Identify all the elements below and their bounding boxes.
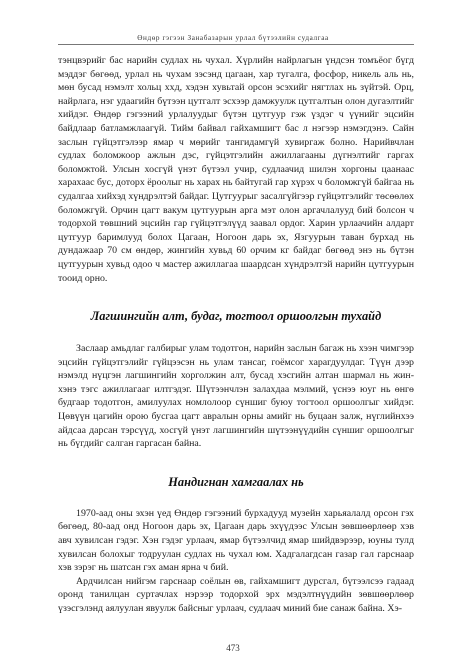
section-heading-protect: Нандигнан хамгаалах нь <box>168 474 304 489</box>
page-number: 473 <box>226 643 240 653</box>
running-header <box>0 0 466 46</box>
gold-paragraph: Заслаар амьдлаг галбирыг улам тодотгон, нарийн заслын багаж нь хээн чимгээр эцсийн гүйцэтгэлийг гүйцээсэн нь улам тансаг, гоёмсог харагдуулдаг. Түүн дээр нэмэлд нүцгэн лагшингийн хорголжин алт, бусад хэсгийн алтан шармал нь жин-хэнэ тэгс ажиллагааг илтгэдэг. Шүтээнчлэн залахдаа мэлмий, үснээ юуг нь өнгө будгаар тодотгон, амилуулах номлолоор сүншиг буюу тогтоол оршоолгыг хийдэг. Цөвүүн цагийн орою бусгаа цагт авралын орны амийг нь буцаан залж, нүглийнхээ айдсаа дарсан тэрсүүд, хосгүй үнэт лагшингийн шүтээнүүдийн сүншиг оршоолгыг нь бүгдийг салган гаргасан байна. <box>58 343 414 450</box>
header-rule <box>58 44 414 45</box>
running-head-title: Өндөр гэгээн Занабазарын урлал бүтээлийн судалгаа <box>137 34 329 42</box>
intro-paragraph: тэнцвэрийг бас нарийн судлах нь чухал. Хүрлийн найрлагын үндсэн томъёог бүгд мэддэг бөгөөд, урлал нь чухам зэсэнд цагаан, хар тугалга, фосфор, никель аль нь, мөн бусад нэмэлт хольц ххд, хэдэн хувьтай орсон эсэхийг нягтлах нь зүйтэй. Орц, найрлага, нэг удаагийн бүтээн цутгалт эсхээр дамжуулж цутгалтын олон дугаэлтийг хийдэг. Өндөр гэгээний урлалуудыг бүтэн цутгуур гэж үздэг ч үүнийг эцсийн байдлаар батламжлаагүй. Тийм байвал гайхамшигт бас л нэгээр нэмэгдэнэ. Сайн заслын гүйцэтгэлээр ямар ч мөрийг тангидамгүй хувиргаж болно. Нарийвчлан судлах боломжоор ажлын дэс, гүйцэтгэлийн ажиллагааны дүгнэлтийг гаргах боломжтой. Улсын хосгүй үнэт бүтээл учир, судлаачид шилэн хоргоны цаанаас харахаас бус, доторх ёроолыг нь харах нь байтугай гар хүрэх ч боломжгүй байгаа нь судалгаа хийхэд хүндрэлтэй байдаг. Цутгуурыг засалгүйгээр гүйцэтгэлийг төсөөлөх боломжгүй. Орчин цагт вакум цутгуурын арга мэт олон аргачлалууд бий болсон ч тодорхой төвшний эцсийн гар гүйцэтгэлүүд заавал ордог. Харин урлаачийн алдарт цутгуур баримлууд болох Цагаан, Ногоон дарь эх, Язгуурын таван бурхад нь дундажаар 70 см өндөр, жингийн хувьд 60 орчим кг байдаг бөгөөд энэ нь бүтэн цутгуурын хувьд одоо ч мастер ажиллагаа шаардсан хүндрэлтэй нарийн цутгуурын тооид орно. <box>58 55 414 284</box>
section-heading-gold: Лагшингийн алт, будаг, тогтоол оршоолгын тухайд <box>90 309 382 324</box>
protect-paragraph-2: Ардчилсан нийгэм гарснаар соёлын өв, гайхамшигт дурсгал, бүтээлсээ гадаад оронд танилцан суртачлах нэрээр тодорхой эрх мэдэлтнүүдийн зөвшөөрлөөр үзэсгэлэнд аялуулан явуулж байсныг урлаач, судлаач миний бие санаж байна. Хэ- <box>58 575 414 614</box>
text-body <box>58 54 414 616</box>
protect-paragraph-1: 1970-аад оны эхэн үед Өндөр гэгээний бурхадууд музейн харьяалалд орсон гэх бөгөөд, 80-аад онд Ногоон дарь эх, Цагаан дарь эхүүдээс Улсын зөвшөөрлөөр хэв авч хувилсан гэдэг. Хэн гэдэг урлаач, ямар бүтээлчид ямар шийдвэрээр, юуны тулд хувилсан болохыг тодруулан судлах нь чухал юм. Хадгалагдсан газар гал гарснаар хэв зэрэг нь шатсан гэх аман ярна ч бий. <box>58 507 414 574</box>
